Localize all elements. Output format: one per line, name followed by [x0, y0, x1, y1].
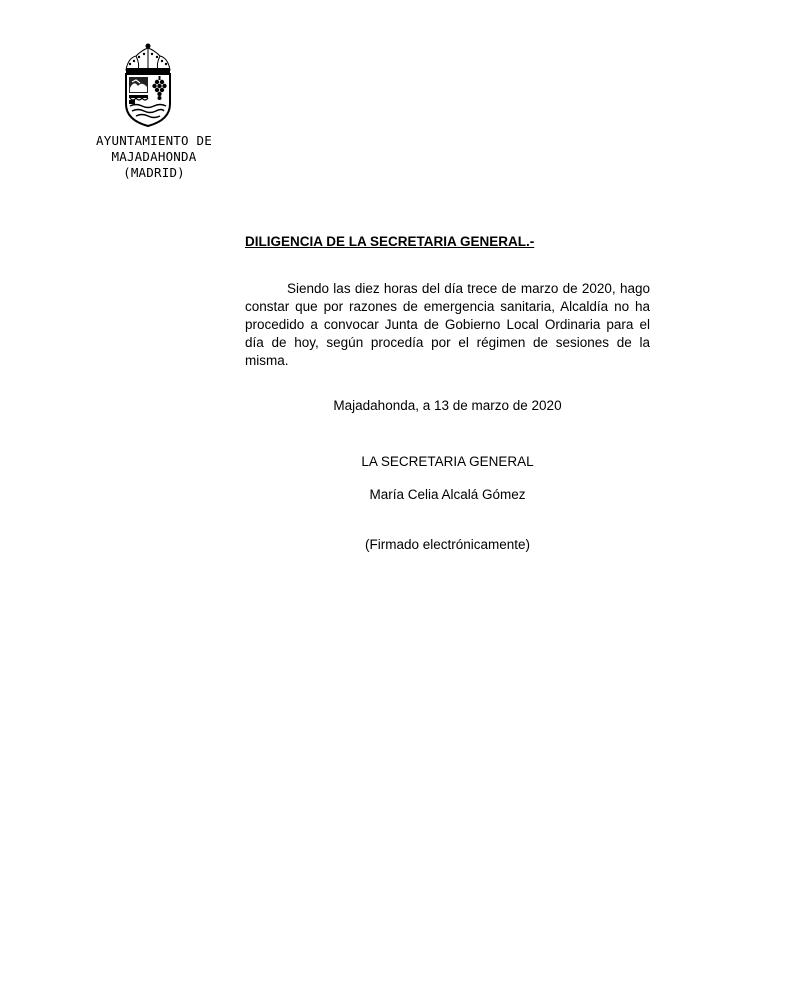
- signature-note: (Firmado electrónicamente): [364, 537, 531, 552]
- document-body: Siendo las diez horas del día trece de marzo de 2020, hago constar que por razones de emergencia sanitaria, Alcaldía no ha procedido a convocar Junta de Gobierno Local Ordinaria para el día de hoy, según procedía por el régimen de sesiones de la misma.: [245, 281, 650, 368]
- institution-name: AYUNTAMIENTO DE: [96, 133, 212, 148]
- institution-header: [84, 133, 224, 181]
- province-name: (MADRID): [123, 165, 185, 180]
- signer-title: LA SECRETARIA GENERAL: [361, 454, 534, 469]
- coat-of-arms-icon: [118, 42, 178, 128]
- document-title: DILIGENCIA DE LA SECRETARIA GENERAL.-: [245, 234, 535, 249]
- place-date: Majadahonda, a 13 de marzo de 2020: [333, 398, 562, 413]
- municipality-name: MAJADAHONDA: [111, 149, 197, 164]
- signer-name: María Celia Alcalá Gómez: [369, 487, 526, 502]
